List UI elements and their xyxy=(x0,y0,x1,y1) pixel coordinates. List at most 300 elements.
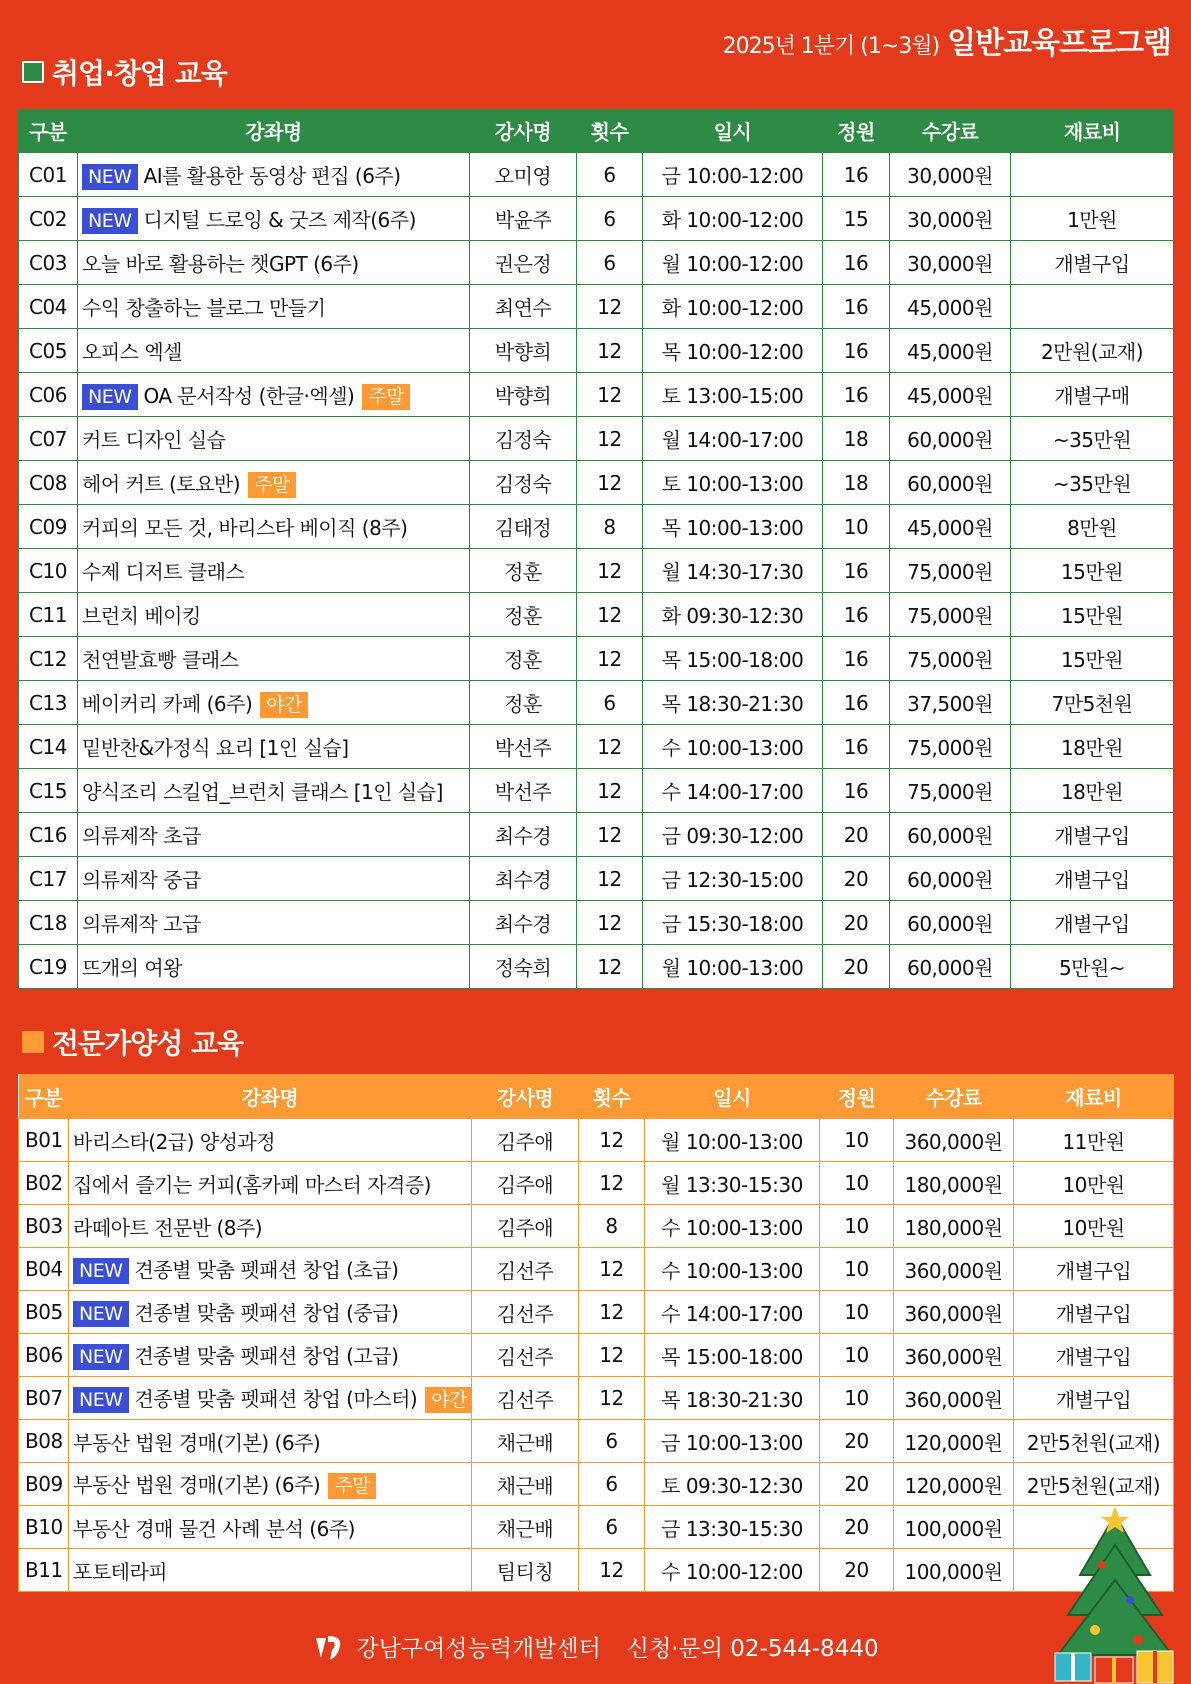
teacher-cell: 최수경 xyxy=(470,857,577,901)
course-name-text: 양식조리 스킬업_브런치 클래스 [1인 실습] xyxy=(82,780,443,804)
schedule-time-cell: 수 10:00-12:00 xyxy=(645,1549,820,1592)
course-name-cell xyxy=(78,945,470,989)
course-name-text: 헤어 커트 (토요반) xyxy=(82,471,241,496)
schedule-tag-badge: 야간 xyxy=(425,1387,471,1413)
capacity-cell: 20 xyxy=(820,1463,894,1506)
schedule-time-cell: 목 18:30-21:30 xyxy=(643,681,823,725)
teacher-cell: 박선주 xyxy=(470,769,577,813)
session-count-cell: 12 xyxy=(577,725,643,769)
material-fee-cell: 18만원 xyxy=(1011,769,1174,813)
course-name-text: 집에서 즐기는 커피(홈카페 마스터 자격증) xyxy=(73,1172,431,1197)
session-count-cell: 6 xyxy=(577,153,643,197)
page-header xyxy=(723,18,1171,62)
tuition-cell: 37,500원 xyxy=(890,681,1011,725)
course-name-cell xyxy=(78,417,470,461)
course-name-cell xyxy=(78,153,470,197)
course-name-text: 브런치 베이킹 xyxy=(82,604,201,628)
table-row xyxy=(19,1420,1174,1463)
teacher-cell: 오미영 xyxy=(470,153,577,197)
tuition-cell: 180,000원 xyxy=(894,1205,1014,1248)
new-badge: NEW xyxy=(73,1387,129,1413)
schedule-time-cell: 월 13:30-15:30 xyxy=(645,1162,820,1205)
course-name-text: 밑반찬&가정식 요리 [1인 실습] xyxy=(82,736,349,760)
tuition-cell: 360,000원 xyxy=(894,1377,1014,1420)
program-title: 일반교육프로그램 xyxy=(947,26,1171,61)
course-name-text: 부동산 법원 경매(기본) (6주) xyxy=(73,1473,321,1497)
session-count-cell: 8 xyxy=(579,1205,645,1248)
teacher-cell: 김정숙 xyxy=(470,417,577,461)
course-name-cell xyxy=(78,285,470,329)
material-fee-cell: 개별구입 xyxy=(1014,1334,1174,1377)
session-count-cell: 12 xyxy=(577,593,643,637)
teacher-cell: 박향희 xyxy=(470,373,577,417)
session-count-cell: 6 xyxy=(579,1506,645,1549)
course-name-cell xyxy=(78,329,470,373)
schedule-time-cell: 금 13:30-15:30 xyxy=(645,1506,820,1549)
schedule-time-cell: 목 15:00-18:00 xyxy=(645,1334,820,1377)
course-name-text: 커트 디자인 실습 xyxy=(82,428,226,452)
material-fee-cell: 2만5천원(교재) xyxy=(1014,1420,1174,1463)
table-row xyxy=(19,1248,1174,1291)
course-name-text: 오늘 바로 활용하는 챗GPT (6주) xyxy=(82,252,359,276)
capacity-cell: 10 xyxy=(820,1119,894,1162)
tuition-cell: 60,000원 xyxy=(890,813,1011,857)
course-name-cell xyxy=(69,1291,472,1334)
material-fee-cell: 개별구입 xyxy=(1011,857,1174,901)
session-count-cell: 12 xyxy=(577,857,643,901)
capacity-cell: 18 xyxy=(823,417,890,461)
course-name-cell xyxy=(78,461,470,505)
course-name-cell xyxy=(69,1334,472,1377)
course-name-cell xyxy=(69,1377,472,1420)
table-row xyxy=(19,1291,1174,1334)
capacity-cell: 20 xyxy=(820,1549,894,1592)
course-code-cell: C08 xyxy=(19,461,78,505)
material-fee-cell: 5만원~ xyxy=(1011,945,1174,989)
course-name-text: 디지털 드로잉 & 굿즈 제작(6주) xyxy=(143,207,416,232)
course-name-text: AI를 활용한 동영상 편집 (6주) xyxy=(143,163,401,188)
tuition-cell: 60,000원 xyxy=(890,857,1011,901)
tuition-cell: 75,000원 xyxy=(890,593,1011,637)
schedule-time-cell: 월 14:00-17:00 xyxy=(643,417,823,461)
course-name-text: 베이커리 카페 (6주) xyxy=(82,691,253,716)
material-fee-cell: 개별구입 xyxy=(1014,1248,1174,1291)
tuition-cell: 100,000원 xyxy=(894,1506,1014,1549)
capacity-cell: 10 xyxy=(820,1377,894,1420)
course-name-cell xyxy=(78,505,470,549)
course-name-text: 의류제작 고급 xyxy=(82,912,201,936)
footer xyxy=(0,1630,1191,1663)
col-header: 수강료 xyxy=(894,1074,1014,1119)
capacity-cell: 16 xyxy=(823,373,890,417)
session-count-cell: 12 xyxy=(579,1162,645,1205)
session-count-cell: 12 xyxy=(579,1377,645,1420)
course-name-cell xyxy=(69,1420,472,1463)
course-name-text: 포토테라피 xyxy=(73,1559,168,1584)
schedule-time-cell: 월 10:00-13:00 xyxy=(643,945,823,989)
table-row xyxy=(19,461,1174,505)
employment-course-table xyxy=(18,109,1174,989)
teacher-cell: 권은정 xyxy=(470,241,577,285)
course-name-cell xyxy=(78,197,470,241)
session-count-cell: 12 xyxy=(577,461,643,505)
schedule-tag-badge: 주말 xyxy=(328,1473,376,1499)
course-code-cell: B05 xyxy=(19,1291,69,1334)
teacher-cell: 정훈 xyxy=(470,549,577,593)
schedule-time-cell: 토 10:00-13:00 xyxy=(643,461,823,505)
session-count-cell: 6 xyxy=(579,1463,645,1506)
contact-info: 신청·문의 02-544-8440 xyxy=(626,1636,879,1662)
schedule-time-cell: 목 10:00-13:00 xyxy=(643,505,823,549)
teacher-cell: 채근배 xyxy=(472,1420,579,1463)
table-row xyxy=(19,901,1174,945)
material-fee-cell: 개별구입 xyxy=(1014,1291,1174,1334)
tuition-cell: 60,000원 xyxy=(890,417,1011,461)
table-row xyxy=(19,549,1174,593)
capacity-cell: 16 xyxy=(823,241,890,285)
table-row xyxy=(19,813,1174,857)
table-row xyxy=(19,285,1174,329)
col-header: 일시 xyxy=(643,109,823,153)
orange-square-icon xyxy=(22,1031,44,1053)
capacity-cell: 10 xyxy=(820,1334,894,1377)
course-name-cell xyxy=(78,813,470,857)
session-count-cell: 12 xyxy=(577,285,643,329)
table-row xyxy=(19,1119,1174,1162)
tuition-cell: 360,000원 xyxy=(894,1248,1014,1291)
teacher-cell: 팀티칭 xyxy=(472,1549,579,1592)
table-row xyxy=(19,1463,1174,1506)
teacher-cell: 채근배 xyxy=(472,1506,579,1549)
table-row xyxy=(19,241,1174,285)
capacity-cell: 16 xyxy=(823,329,890,373)
table-row xyxy=(19,197,1174,241)
course-code-cell: B07 xyxy=(19,1377,69,1420)
teacher-cell: 김선주 xyxy=(472,1248,579,1291)
tuition-cell: 75,000원 xyxy=(890,725,1011,769)
course-code-cell: B09 xyxy=(19,1463,69,1506)
schedule-tag-badge: 주말 xyxy=(362,384,410,410)
course-code-cell: C19 xyxy=(19,945,78,989)
col-header: 횟수 xyxy=(577,109,643,153)
new-badge: NEW xyxy=(73,1258,129,1284)
teacher-cell: 김선주 xyxy=(472,1334,579,1377)
course-name-cell xyxy=(69,1248,472,1291)
table-header-row xyxy=(19,109,1174,153)
christmas-tree-icon xyxy=(1040,1505,1190,1684)
schedule-time-cell: 금 10:00-13:00 xyxy=(645,1420,820,1463)
teacher-cell: 박선주 xyxy=(470,725,577,769)
tuition-cell: 30,000원 xyxy=(890,241,1011,285)
course-name-text: 견종별 맞춤 펫패션 창업 (초급) xyxy=(134,1258,399,1282)
session-count-cell: 12 xyxy=(579,1119,645,1162)
material-fee-cell xyxy=(1011,153,1174,197)
course-code-cell: C01 xyxy=(19,153,78,197)
course-name-text: 라떼아트 전문반 (8주) xyxy=(73,1215,263,1240)
capacity-cell: 18 xyxy=(823,461,890,505)
course-code-cell: C18 xyxy=(19,901,78,945)
teacher-cell: 최수경 xyxy=(470,813,577,857)
section1-title xyxy=(22,52,227,92)
session-count-cell: 12 xyxy=(579,1334,645,1377)
teacher-cell: 김주애 xyxy=(472,1205,579,1248)
course-name-cell xyxy=(69,1119,472,1162)
capacity-cell: 20 xyxy=(823,945,890,989)
tuition-cell: 75,000원 xyxy=(890,769,1011,813)
tuition-cell: 30,000원 xyxy=(890,153,1011,197)
capacity-cell: 16 xyxy=(823,549,890,593)
material-fee-cell: ~35만원 xyxy=(1011,461,1174,505)
capacity-cell: 20 xyxy=(820,1506,894,1549)
schedule-time-cell: 월 10:00-12:00 xyxy=(643,241,823,285)
material-fee-cell: 15만원 xyxy=(1011,637,1174,681)
course-code-cell: B08 xyxy=(19,1420,69,1463)
course-code-cell: C02 xyxy=(19,197,78,241)
tuition-cell: 360,000원 xyxy=(894,1119,1014,1162)
new-badge: NEW xyxy=(82,164,138,190)
material-fee-cell: 11만원 xyxy=(1014,1119,1174,1162)
course-name-text: 커피의 모든 것, 바리스타 베이직 (8주) xyxy=(82,516,408,540)
capacity-cell: 20 xyxy=(823,857,890,901)
center-logo-icon xyxy=(312,1632,346,1662)
course-code-cell: C11 xyxy=(19,593,78,637)
session-count-cell: 12 xyxy=(577,417,643,461)
material-fee-cell: 7만5천원 xyxy=(1011,681,1174,725)
course-code-cell: C10 xyxy=(19,549,78,593)
col-header: 일시 xyxy=(645,1074,820,1119)
tuition-cell: 75,000원 xyxy=(890,637,1011,681)
course-code-cell: C03 xyxy=(19,241,78,285)
table-row xyxy=(19,1162,1174,1205)
capacity-cell: 16 xyxy=(823,153,890,197)
material-fee-cell: 개별구입 xyxy=(1011,813,1174,857)
teacher-cell: 정숙희 xyxy=(470,945,577,989)
material-fee-cell: 15만원 xyxy=(1011,593,1174,637)
material-fee-cell: 2만원(교재) xyxy=(1011,329,1174,373)
schedule-tag-badge: 야간 xyxy=(260,692,308,718)
course-name-text: 부동산 경매 물건 사례 분석 (6주) xyxy=(73,1516,355,1541)
session-count-cell: 12 xyxy=(577,813,643,857)
teacher-cell: 김정숙 xyxy=(470,461,577,505)
course-code-cell: B06 xyxy=(19,1334,69,1377)
material-fee-cell: 개별구입 xyxy=(1011,901,1174,945)
table-row xyxy=(19,417,1174,461)
session-count-cell: 12 xyxy=(577,329,643,373)
teacher-cell: 채근배 xyxy=(472,1463,579,1506)
course-name-cell xyxy=(78,593,470,637)
schedule-time-cell: 토 09:30-12:30 xyxy=(645,1463,820,1506)
material-fee-cell: 개별구매 xyxy=(1011,373,1174,417)
session-count-cell: 6 xyxy=(577,681,643,725)
session-count-cell: 12 xyxy=(577,373,643,417)
material-fee-cell: 1만원 xyxy=(1011,197,1174,241)
course-name-cell xyxy=(69,1162,472,1205)
session-count-cell: 12 xyxy=(577,549,643,593)
new-badge: NEW xyxy=(82,384,138,410)
capacity-cell: 16 xyxy=(823,681,890,725)
section2-title xyxy=(22,1022,243,1062)
schedule-time-cell: 수 14:00-17:00 xyxy=(645,1291,820,1334)
green-square-icon xyxy=(22,61,44,83)
schedule-time-cell: 화 10:00-12:00 xyxy=(643,285,823,329)
teacher-cell: 정훈 xyxy=(470,593,577,637)
course-name-cell xyxy=(78,901,470,945)
course-name-cell xyxy=(78,241,470,285)
course-name-text: 수제 디저트 클래스 xyxy=(82,560,245,584)
course-code-cell: C04 xyxy=(19,285,78,329)
col-header: 재료비 xyxy=(1014,1074,1174,1119)
material-fee-cell: 18만원 xyxy=(1011,725,1174,769)
schedule-time-cell: 금 12:30-15:00 xyxy=(643,857,823,901)
session-count-cell: 12 xyxy=(579,1248,645,1291)
table-row xyxy=(19,593,1174,637)
teacher-cell: 박윤주 xyxy=(470,197,577,241)
course-name-cell xyxy=(69,1549,472,1592)
tuition-cell: 60,000원 xyxy=(890,461,1011,505)
course-code-cell: B10 xyxy=(19,1506,69,1549)
course-name-text: 오피스 엑셀 xyxy=(82,340,182,364)
capacity-cell: 10 xyxy=(820,1248,894,1291)
schedule-time-cell: 수 10:00-13:00 xyxy=(643,725,823,769)
course-name-text: 바리스타(2급) 양성과정 xyxy=(73,1129,276,1154)
teacher-cell: 박향희 xyxy=(470,329,577,373)
teacher-cell: 정훈 xyxy=(470,681,577,725)
teacher-cell: 정훈 xyxy=(470,637,577,681)
course-code-cell: C06 xyxy=(19,373,78,417)
course-name-cell xyxy=(78,769,470,813)
capacity-cell: 10 xyxy=(820,1162,894,1205)
table-row xyxy=(19,769,1174,813)
section2-title-text: 전문가양성 교육 xyxy=(52,1027,244,1060)
course-code-cell: C07 xyxy=(19,417,78,461)
col-header: 구분 xyxy=(19,109,78,153)
session-count-cell: 12 xyxy=(577,945,643,989)
tuition-cell: 60,000원 xyxy=(890,945,1011,989)
course-name-cell xyxy=(78,725,470,769)
course-code-cell: B11 xyxy=(19,1549,69,1592)
schedule-time-cell: 수 10:00-13:00 xyxy=(645,1248,820,1291)
session-count-cell: 6 xyxy=(577,241,643,285)
schedule-time-cell: 수 14:00-17:00 xyxy=(643,769,823,813)
tuition-cell: 60,000원 xyxy=(890,901,1011,945)
table-row xyxy=(19,1205,1174,1248)
table-row xyxy=(19,505,1174,549)
tuition-cell: 45,000원 xyxy=(890,285,1011,329)
course-name-cell xyxy=(78,373,470,417)
session-count-cell: 12 xyxy=(579,1291,645,1334)
course-name-cell xyxy=(69,1205,472,1248)
course-name-text: 의류제작 중급 xyxy=(82,868,201,892)
schedule-time-cell: 금 15:30-18:00 xyxy=(643,901,823,945)
period-label: 2025년 1분기 (1~3월) xyxy=(722,34,940,59)
course-name-cell xyxy=(78,637,470,681)
schedule-time-cell: 월 10:00-13:00 xyxy=(645,1119,820,1162)
tuition-cell: 120,000원 xyxy=(894,1420,1014,1463)
course-code-cell: C05 xyxy=(19,329,78,373)
schedule-time-cell: 화 09:30-12:30 xyxy=(643,593,823,637)
course-code-cell: C15 xyxy=(19,769,78,813)
center-name: 강남구여성능력개발센터 xyxy=(356,1636,601,1662)
table-row xyxy=(19,373,1174,417)
course-code-cell: C17 xyxy=(19,857,78,901)
capacity-cell: 15 xyxy=(823,197,890,241)
session-count-cell: 12 xyxy=(577,769,643,813)
schedule-time-cell: 목 10:00-12:00 xyxy=(643,329,823,373)
course-code-cell: B03 xyxy=(19,1205,69,1248)
course-code-cell: C12 xyxy=(19,637,78,681)
capacity-cell: 20 xyxy=(823,901,890,945)
course-name-text: 수익 창출하는 블로그 만들기 xyxy=(82,296,326,320)
col-header: 횟수 xyxy=(579,1074,645,1119)
col-header: 구분 xyxy=(19,1074,69,1119)
capacity-cell: 16 xyxy=(823,769,890,813)
table-row xyxy=(19,725,1174,769)
course-name-text: 의류제작 초급 xyxy=(82,824,201,848)
session-count-cell: 12 xyxy=(577,901,643,945)
tuition-cell: 45,000원 xyxy=(890,329,1011,373)
col-header: 재료비 xyxy=(1011,109,1174,153)
material-fee-cell xyxy=(1011,285,1174,329)
material-fee-cell: ~35만원 xyxy=(1011,417,1174,461)
session-count-cell: 8 xyxy=(577,505,643,549)
session-count-cell: 12 xyxy=(579,1549,645,1592)
course-code-cell: B01 xyxy=(19,1119,69,1162)
course-name-cell xyxy=(69,1463,472,1506)
capacity-cell: 10 xyxy=(820,1291,894,1334)
col-header: 정원 xyxy=(820,1074,894,1119)
course-name-text: 뜨개의 여왕 xyxy=(82,956,182,980)
table-row xyxy=(19,637,1174,681)
section1-title-text: 취업·창업 교육 xyxy=(52,57,227,90)
col-header: 강좌명 xyxy=(78,109,470,153)
course-code-cell: C13 xyxy=(19,681,78,725)
material-fee-cell: 2만5천원(교재) xyxy=(1014,1463,1174,1506)
capacity-cell: 10 xyxy=(823,505,890,549)
material-fee-cell: 15만원 xyxy=(1011,549,1174,593)
course-code-cell: B04 xyxy=(19,1248,69,1291)
new-badge: NEW xyxy=(73,1301,129,1327)
course-code-cell: C09 xyxy=(19,505,78,549)
table-row xyxy=(19,681,1174,725)
col-header: 강사명 xyxy=(472,1074,579,1119)
course-name-text: 천연발효빵 클래스 xyxy=(82,648,239,672)
course-code-cell: C16 xyxy=(19,813,78,857)
teacher-cell: 최수경 xyxy=(470,901,577,945)
table-header-row xyxy=(19,1074,1174,1119)
capacity-cell: 16 xyxy=(823,637,890,681)
teacher-cell: 김주애 xyxy=(472,1162,579,1205)
capacity-cell: 16 xyxy=(823,285,890,329)
schedule-time-cell: 금 09:30-12:00 xyxy=(643,813,823,857)
capacity-cell: 10 xyxy=(820,1205,894,1248)
course-name-cell xyxy=(78,857,470,901)
schedule-tag-badge: 주말 xyxy=(248,472,296,498)
table-row xyxy=(19,1377,1174,1420)
expert-course-table xyxy=(18,1074,1174,1592)
tuition-cell: 360,000원 xyxy=(894,1334,1014,1377)
table-row xyxy=(19,153,1174,197)
tuition-cell: 45,000원 xyxy=(890,505,1011,549)
course-name-cell xyxy=(69,1506,472,1549)
col-header: 수강료 xyxy=(890,109,1011,153)
teacher-cell: 김주애 xyxy=(472,1119,579,1162)
teacher-cell: 김선주 xyxy=(472,1291,579,1334)
material-fee-cell: 10만원 xyxy=(1014,1162,1174,1205)
course-name-cell xyxy=(78,681,470,725)
col-header: 강사명 xyxy=(470,109,577,153)
capacity-cell: 16 xyxy=(823,725,890,769)
material-fee-cell: 8만원 xyxy=(1011,505,1174,549)
